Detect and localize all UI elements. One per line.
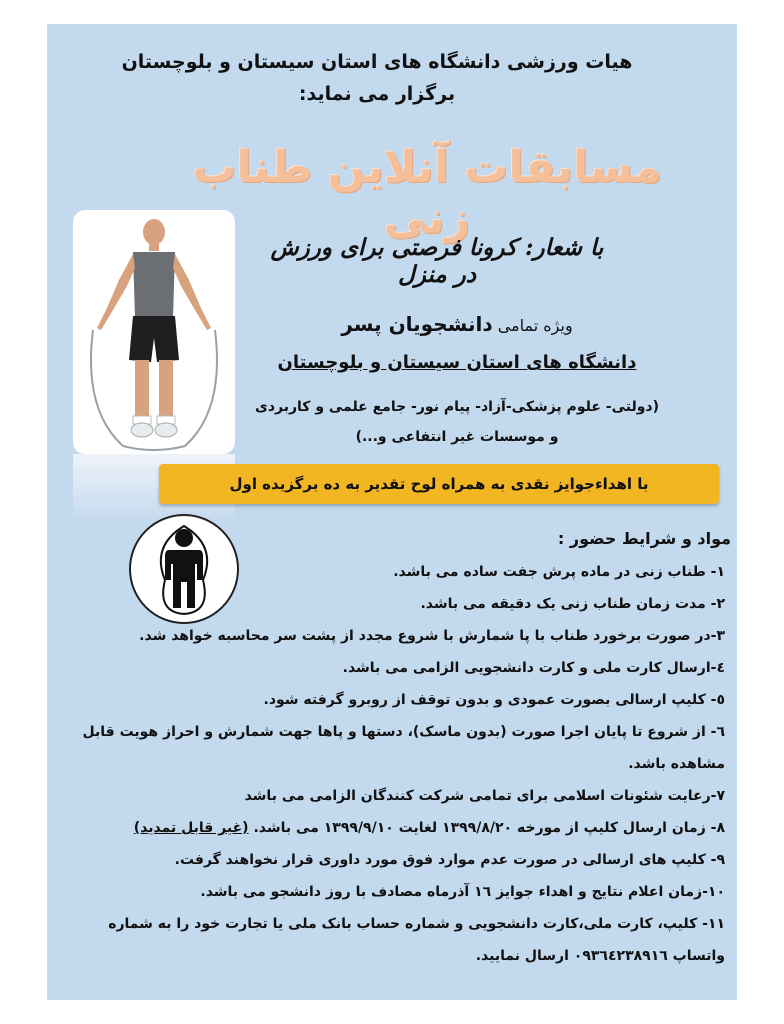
poster <box>47 24 737 1000</box>
rule-item: ٤-ارسال کارت ملی و کارت دانشجویی الزامی می باشد. <box>342 660 725 676</box>
page-title: مسابقات آنلاین طناب زنی <box>192 142 662 244</box>
rule-item: ٥- کلیپ ارسالی بصورت عمودی و بدون توقف از روبرو گرفته شود. <box>263 692 725 708</box>
rules-list <box>82 556 725 972</box>
audience-prefix: ویژه تمامی <box>497 316 573 335</box>
university-types-line-1: (دولتی- علوم پزشکی-آزاد- پیام نور- جامع علمی و کاربردی <box>255 399 659 415</box>
rule-item: ۱- طناب زنی در ماده پرش جفت ساده می باشد. <box>393 564 725 580</box>
rule-item: ۱۱- کلیپ، کارت ملی،کارت دانشجویی و شماره حساب بانک ملی یا تجارت خود را به شماره واتساپ ۰۹۳٦٤۲۳۸۹۱٦ ارسال نمایید. <box>108 916 725 964</box>
rule-8-text: ۸- زمان ارسال کلیپ از مورخه ۱۳۹۹/۸/۲۰ لغایت ۱۳۹۹/۹/۱۰ می باشد. <box>253 820 725 836</box>
conditions-title: مواد و شرایط حضور : <box>557 529 731 548</box>
prize-banner: با اهداءجوایز نقدی به همراه لوح تقدیر به ده برگزیده اول <box>159 464 719 504</box>
slogan: با شعار: کرونا فرصتی برای ورزش در منزل <box>270 234 604 288</box>
university-name: دانشگاه های استان سیستان و بلوچستان <box>277 352 637 373</box>
rule-item: ۹- کلیپ های ارسالی در صورت عدم موارد فوق مورد داوری قرار نخواهند گرفت. <box>174 852 725 868</box>
rule-item: ۷-رعایت شئونات اسلامی برای تمامی شرکت کنندگان الزامی می باشد <box>244 788 725 804</box>
university-types <box>207 392 707 452</box>
rule-item: ۳-در صورت برخورد طناب با پا شمارش با شروع مجدد از پشت سر محاسبه خواهد شد. <box>139 628 725 644</box>
rule-item: ٦- از شروع تا پایان اجرا صورت (بدون ماسک)، دستها و پاها جهت شمارش و احراز هویت قابل مشاهده باشد. <box>82 724 725 772</box>
rule-8-note: (غیر قابل تمدید) <box>133 820 249 836</box>
rule-item: ۱۰-زمان اعلام نتایج و اهداء جوایز ١٦ آذرماه مصادف با روز دانشجو می باشد. <box>200 884 725 900</box>
university-types-line-2: و موسسات غیر انتفاعی و...) <box>355 429 559 445</box>
rule-item: ۲- مدت زمان طناب زنی یک دقیقه می باشد. <box>420 596 725 612</box>
organizer-line-2: برگزار می نماید: <box>298 83 456 105</box>
organizer-heading <box>87 46 667 110</box>
organizer-line-1: هیات ورزشی دانشگاه های استان سیستان و بلوچستان <box>121 51 633 73</box>
audience-highlight: دانشجویان پسر <box>341 312 493 336</box>
audience-line <box>257 312 657 336</box>
rule-item <box>57 812 725 844</box>
